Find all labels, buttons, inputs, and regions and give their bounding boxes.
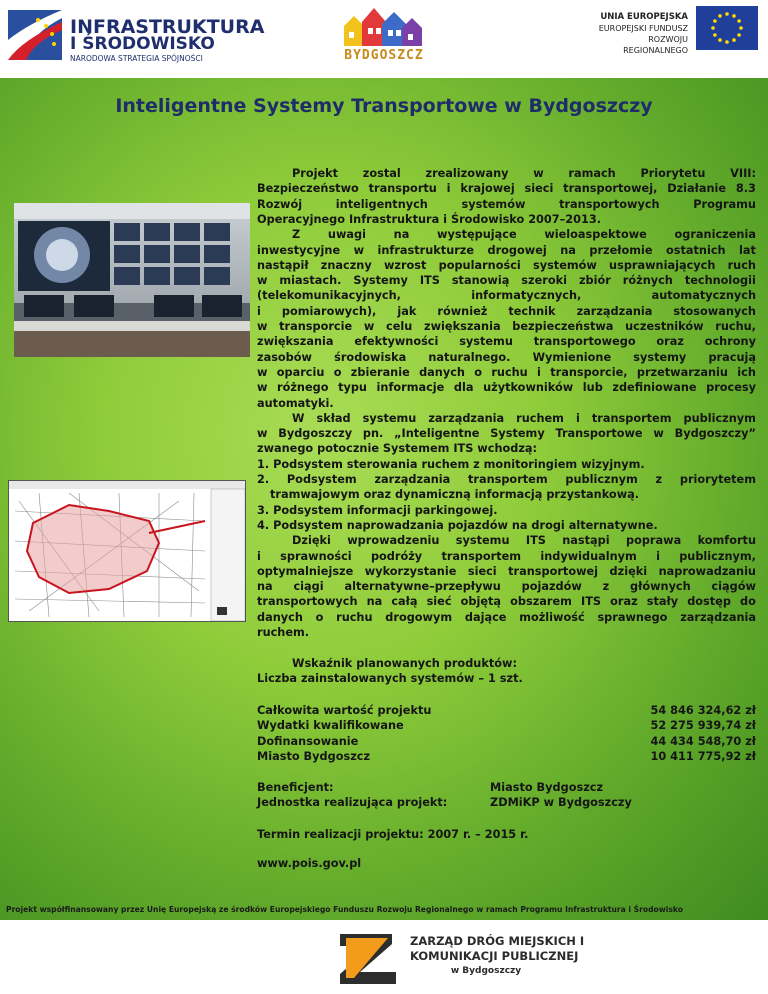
project-term: Termin realizacji projektu: 2007 r. – 2015 r. xyxy=(257,828,529,841)
word: Rozwój xyxy=(257,197,303,211)
word: popularności xyxy=(438,258,521,272)
word: Projekt xyxy=(292,167,339,180)
word: obszarem xyxy=(510,595,572,609)
text-line xyxy=(257,365,756,380)
word: dające xyxy=(464,610,507,624)
word: nastąpi xyxy=(562,534,610,548)
word: w xyxy=(257,381,268,395)
word: stały xyxy=(646,595,679,609)
pois-title-line2: I ŚRODOWISKO xyxy=(70,34,215,54)
word: lat xyxy=(739,243,756,257)
word: systemów xyxy=(532,258,597,272)
word: komfortu xyxy=(697,534,756,548)
text-line: zwanego potocznie Systemem ITS wchodzą: xyxy=(257,442,538,456)
word: Systemy xyxy=(353,274,408,288)
word: publicznym xyxy=(565,473,638,486)
word: na xyxy=(257,580,273,594)
word: miastach. xyxy=(279,274,342,288)
word: indywidualnym xyxy=(540,549,637,563)
word: ruchu, xyxy=(715,320,756,333)
word: optymalniejsze xyxy=(257,564,354,578)
word: ostatnich xyxy=(666,243,726,257)
word: priorytetem xyxy=(679,473,756,486)
word: drogowym xyxy=(385,610,453,624)
word: ITS xyxy=(581,595,602,609)
bydgoszcz-logo xyxy=(338,4,430,70)
text-line xyxy=(257,610,756,625)
beneficiary-value: Miasto Bydgoszcz xyxy=(490,781,604,794)
word: ruch xyxy=(727,258,756,272)
text-line xyxy=(257,594,756,609)
word: sprawności xyxy=(280,549,352,563)
text-line xyxy=(257,319,756,334)
text-line: automatyki. xyxy=(257,396,334,410)
eu-star xyxy=(725,12,729,16)
word: jak xyxy=(397,304,417,318)
zdmikp-line1: ZARZĄD DRÓG MIEJSKICH I xyxy=(410,934,585,948)
word: Programu xyxy=(693,197,756,211)
word: informatycznych, xyxy=(471,289,582,303)
word: ciągów xyxy=(711,580,756,594)
word: przełomie xyxy=(589,243,653,257)
word: systemu xyxy=(362,411,417,425)
word: w xyxy=(533,167,544,180)
text-line xyxy=(257,288,756,303)
eu-star xyxy=(739,26,743,30)
word: wzrost xyxy=(383,258,427,272)
word: wprowadzeniu xyxy=(347,534,440,548)
word: lub xyxy=(582,381,603,395)
eu-star xyxy=(732,14,736,18)
word: krajowej xyxy=(460,182,515,196)
indicator-value: Liczba zainstalowanych systemów – 1 szt. xyxy=(257,672,523,685)
word: transportowych xyxy=(257,595,358,609)
word: procesy xyxy=(706,381,756,395)
word: całą xyxy=(391,595,418,609)
finance-value: 10 411 775,92 zł xyxy=(650,749,756,763)
word: stanowią xyxy=(451,274,510,288)
text-line xyxy=(257,564,756,579)
word: zostal xyxy=(362,167,401,180)
word: „Inteligentne xyxy=(394,427,480,441)
text-line xyxy=(257,350,756,365)
cofinance-note: Projekt współfinansowany przez Unię Europejską ze środków Europejskiego Funduszu Rozwoju Regionalnego w ramach Programu Infrastruktura i Środowisko xyxy=(6,905,683,914)
eu-star xyxy=(713,19,717,23)
word: oraz xyxy=(656,335,684,349)
word: podróży xyxy=(370,549,423,563)
word: systemu xyxy=(455,534,510,548)
word: technik xyxy=(508,304,556,318)
eu-label-line3: ROZWOJU REGIONALNEGO xyxy=(623,35,688,55)
finance-value: 44 434 548,70 zł xyxy=(650,734,756,748)
word: 2. xyxy=(257,473,270,486)
word: z xyxy=(655,473,663,486)
word: zarządzania xyxy=(374,473,451,486)
word: dzięki xyxy=(609,564,648,578)
word: inwestycyjne xyxy=(257,243,341,257)
word: zarządzania xyxy=(576,304,653,318)
eu-star xyxy=(725,40,729,44)
word: zdefiniowane xyxy=(612,381,697,395)
word: ITS xyxy=(525,534,546,548)
word: pracują xyxy=(708,350,756,364)
finance-label: Wydatki kwalifikowane xyxy=(257,719,404,733)
text-line xyxy=(292,227,756,242)
word: i xyxy=(537,365,541,379)
word: głównych xyxy=(630,580,691,594)
word: uczestników xyxy=(625,320,704,333)
word: transporcie xyxy=(279,320,353,333)
word: w xyxy=(257,427,268,441)
word: również xyxy=(437,304,488,318)
word: bezpieczeństwa xyxy=(512,320,614,333)
word: pn. xyxy=(362,427,384,441)
eu-label-line2: EUROPEJSKI FUNDUSZ xyxy=(598,24,688,33)
word: wieloaspektowe xyxy=(544,228,647,242)
word: dostęp xyxy=(687,595,731,609)
word: automatycznych xyxy=(651,289,756,303)
word: skład xyxy=(316,411,351,425)
word: drogowej xyxy=(487,243,547,257)
control-room-photo xyxy=(14,203,250,357)
word: dla xyxy=(453,381,474,395)
finance-label: Miasto Bydgoszcz xyxy=(257,749,371,763)
word: technologii xyxy=(684,274,756,288)
pois-subtitle: NARODOWA STRATEGIA SPÓJNOŚCI xyxy=(70,54,203,63)
word: transportu xyxy=(368,182,437,196)
eu-star xyxy=(711,26,715,30)
word: naturalnego. xyxy=(428,350,511,364)
word: wykorzystanie xyxy=(364,564,457,578)
word: stosowanych xyxy=(673,304,756,318)
word: publicznym, xyxy=(679,549,756,563)
word: na xyxy=(560,243,576,257)
website-link: www.pois.gov.pl xyxy=(257,857,362,870)
word: zbieranie xyxy=(350,365,410,379)
word: w xyxy=(363,320,375,333)
word: sprawnego xyxy=(597,610,668,624)
word: VIII: xyxy=(730,167,756,180)
eu-star xyxy=(713,33,717,37)
word: transportowych xyxy=(559,197,660,211)
word: transporcie, xyxy=(550,365,628,379)
word: transportem xyxy=(591,411,672,425)
word: różnego xyxy=(277,381,329,395)
word: sieci xyxy=(524,182,554,196)
finance-label: Całkowita wartość projektu xyxy=(257,704,432,717)
text-line xyxy=(257,579,756,594)
text-line xyxy=(257,334,756,349)
word: zbiór xyxy=(578,274,611,288)
word: Priorytetu xyxy=(640,167,706,180)
zdmikp-logo xyxy=(332,928,592,988)
text-line xyxy=(257,304,756,319)
word: Dzięki xyxy=(292,534,331,548)
eu-star xyxy=(732,38,736,42)
word: celu xyxy=(386,320,413,333)
word: sieć xyxy=(426,595,452,609)
text-line xyxy=(257,243,756,258)
word: transportowego xyxy=(533,335,636,349)
eu-label-line1: UNIA EUROPEJSKA xyxy=(600,12,688,22)
text-line xyxy=(292,411,756,426)
word: ciągi xyxy=(293,580,324,594)
word: na xyxy=(393,228,410,242)
word: znaczny xyxy=(320,258,372,272)
word: ich xyxy=(737,365,756,379)
word: ITS xyxy=(419,274,440,288)
implementer-label: Jednostka realizująca projekt: xyxy=(257,796,448,809)
text-line: Operacyjnego Infrastruktura i Środowisko 2007–2013. xyxy=(257,212,602,226)
pois-flag-icon xyxy=(8,10,62,60)
word: W xyxy=(292,411,305,425)
word: oparciu xyxy=(276,365,325,379)
zdmikp-line2: KOMUNIKACJI PUBLICZNEJ xyxy=(410,949,579,963)
word: zwiększania xyxy=(424,320,501,333)
word: ruchu xyxy=(336,610,373,624)
eu-star xyxy=(737,33,741,37)
word: infrastrukturze xyxy=(377,243,475,257)
text-line xyxy=(257,181,756,196)
beneficiary-label: Beneficjent: xyxy=(257,781,334,794)
text-line: 1. Podsystem sterowania ruchem z monitoringiem wizyjnym. xyxy=(257,457,645,471)
word: efektywności xyxy=(354,335,439,349)
word: o xyxy=(474,365,483,379)
word: do xyxy=(740,595,756,609)
word: i xyxy=(257,549,261,563)
pois-logo xyxy=(8,8,265,64)
text-line xyxy=(257,426,756,441)
word: szeroki xyxy=(521,274,567,288)
text-line xyxy=(257,380,756,395)
finance-value: 54 846 324,62 zł xyxy=(650,704,756,717)
word: w xyxy=(257,320,268,333)
text-line: 3. Podsystem informacji parkingowej. xyxy=(257,503,498,517)
word: w xyxy=(353,243,365,257)
word: o xyxy=(315,610,324,624)
word: Transportowe xyxy=(555,427,643,441)
word: oraz xyxy=(610,595,638,609)
word: środowiska xyxy=(334,350,407,364)
word: Bydgoszczy” xyxy=(674,427,756,441)
zdmikp-name xyxy=(410,934,584,979)
implementer-value: ZDMiKP w Bydgoszczy xyxy=(490,796,632,809)
word: (telekomunikacyjnych, xyxy=(257,289,401,303)
eu-label xyxy=(584,12,688,56)
text-line: ruchem. xyxy=(257,626,310,639)
word: 8.3 xyxy=(735,182,756,196)
word: zarządzania xyxy=(680,610,756,624)
zdmikp-z-icon xyxy=(332,928,404,988)
text-line xyxy=(257,472,756,487)
word: transportem xyxy=(467,473,548,486)
word: zarządzania xyxy=(428,411,505,425)
eu-star xyxy=(718,38,722,42)
pois-title-line1: INFRASTRUKTURA xyxy=(70,16,265,38)
zdmikp-line3: w Bydgoszczy xyxy=(450,966,522,976)
word: Bydgoszczy xyxy=(278,427,353,441)
word: Bezpieczeństwo xyxy=(257,182,359,196)
word: uwagi xyxy=(327,228,366,242)
word: transportowej, xyxy=(563,182,658,196)
word: różnych xyxy=(622,274,673,288)
eu-star xyxy=(737,19,741,23)
word: możliwość xyxy=(519,610,585,624)
word: w xyxy=(653,427,664,441)
word: i xyxy=(575,411,580,425)
word: transportem xyxy=(441,549,522,563)
word: przetwarzaniu xyxy=(636,365,728,379)
text-line: 4. Podsystem naprowadzania pojazdów na drogi alternatywne. xyxy=(257,518,658,532)
word: użytkowników xyxy=(483,381,574,395)
word: danych xyxy=(419,365,465,379)
eu-star xyxy=(718,14,722,18)
text-line xyxy=(257,273,756,288)
word: Wymienione xyxy=(532,350,612,364)
text-line xyxy=(257,258,756,273)
word: ruchu xyxy=(491,365,528,379)
word: systemów xyxy=(461,197,526,211)
word: ruchem xyxy=(516,411,564,425)
word: systemu xyxy=(459,335,513,349)
word: o xyxy=(333,365,342,379)
city-logo-text: BYDGOSZCZ xyxy=(344,48,424,63)
word: w xyxy=(257,274,268,288)
word: naprowadzaniu xyxy=(658,564,756,578)
finance-value: 52 275 939,74 zł xyxy=(650,719,756,733)
word: z xyxy=(602,580,610,594)
word: typu xyxy=(338,381,367,395)
eu-flag-icon xyxy=(696,6,758,50)
city-houses-icon xyxy=(338,4,430,48)
word: poprawa xyxy=(626,534,682,548)
header-bar xyxy=(0,0,768,78)
word: zrealizowany xyxy=(425,167,509,180)
word: ochrony xyxy=(704,335,756,349)
word: informacje xyxy=(376,381,445,395)
word: nastąpił xyxy=(257,258,309,272)
word: zwiększania xyxy=(257,335,334,349)
word: inteligentnych xyxy=(335,197,428,211)
word: i xyxy=(446,182,451,196)
text-line xyxy=(257,197,756,212)
word: danych xyxy=(257,610,303,624)
word: usprawniających xyxy=(609,258,716,272)
text-line xyxy=(292,166,756,181)
word: sieci xyxy=(467,564,497,578)
text-line xyxy=(292,533,756,548)
word: i xyxy=(656,549,660,563)
its-area-map xyxy=(8,480,246,622)
word: Działanie xyxy=(667,182,727,196)
indicator-label: Wskaźnik planowanych produktów: xyxy=(292,657,517,670)
word: Podsystem xyxy=(286,473,357,486)
word: systemy xyxy=(633,350,687,364)
word: transportowej xyxy=(508,564,599,578)
word: zasobów xyxy=(257,350,312,364)
word: alternatywne–przepływu xyxy=(344,580,501,594)
word: na xyxy=(366,595,383,609)
word: pojazdów xyxy=(521,580,582,594)
word: publicznym xyxy=(683,411,756,425)
word: objętą xyxy=(460,595,502,609)
word: ograniczenia xyxy=(674,228,756,242)
word: w xyxy=(257,365,268,379)
word: pomiarowych), xyxy=(281,304,377,318)
text-line: tramwajowym oraz dynamiczną informacją przystankową. xyxy=(270,488,640,502)
word: i xyxy=(257,304,261,318)
word: Z xyxy=(292,228,301,242)
word: Systemy xyxy=(490,427,545,441)
page-title: Inteligentne Systemy Transportowe w Bydgoszczy xyxy=(115,95,653,117)
word: ramach xyxy=(568,167,616,180)
text-line xyxy=(257,549,756,564)
word: występujące xyxy=(437,228,517,242)
finance-label: Dofinansowanie xyxy=(257,734,359,748)
